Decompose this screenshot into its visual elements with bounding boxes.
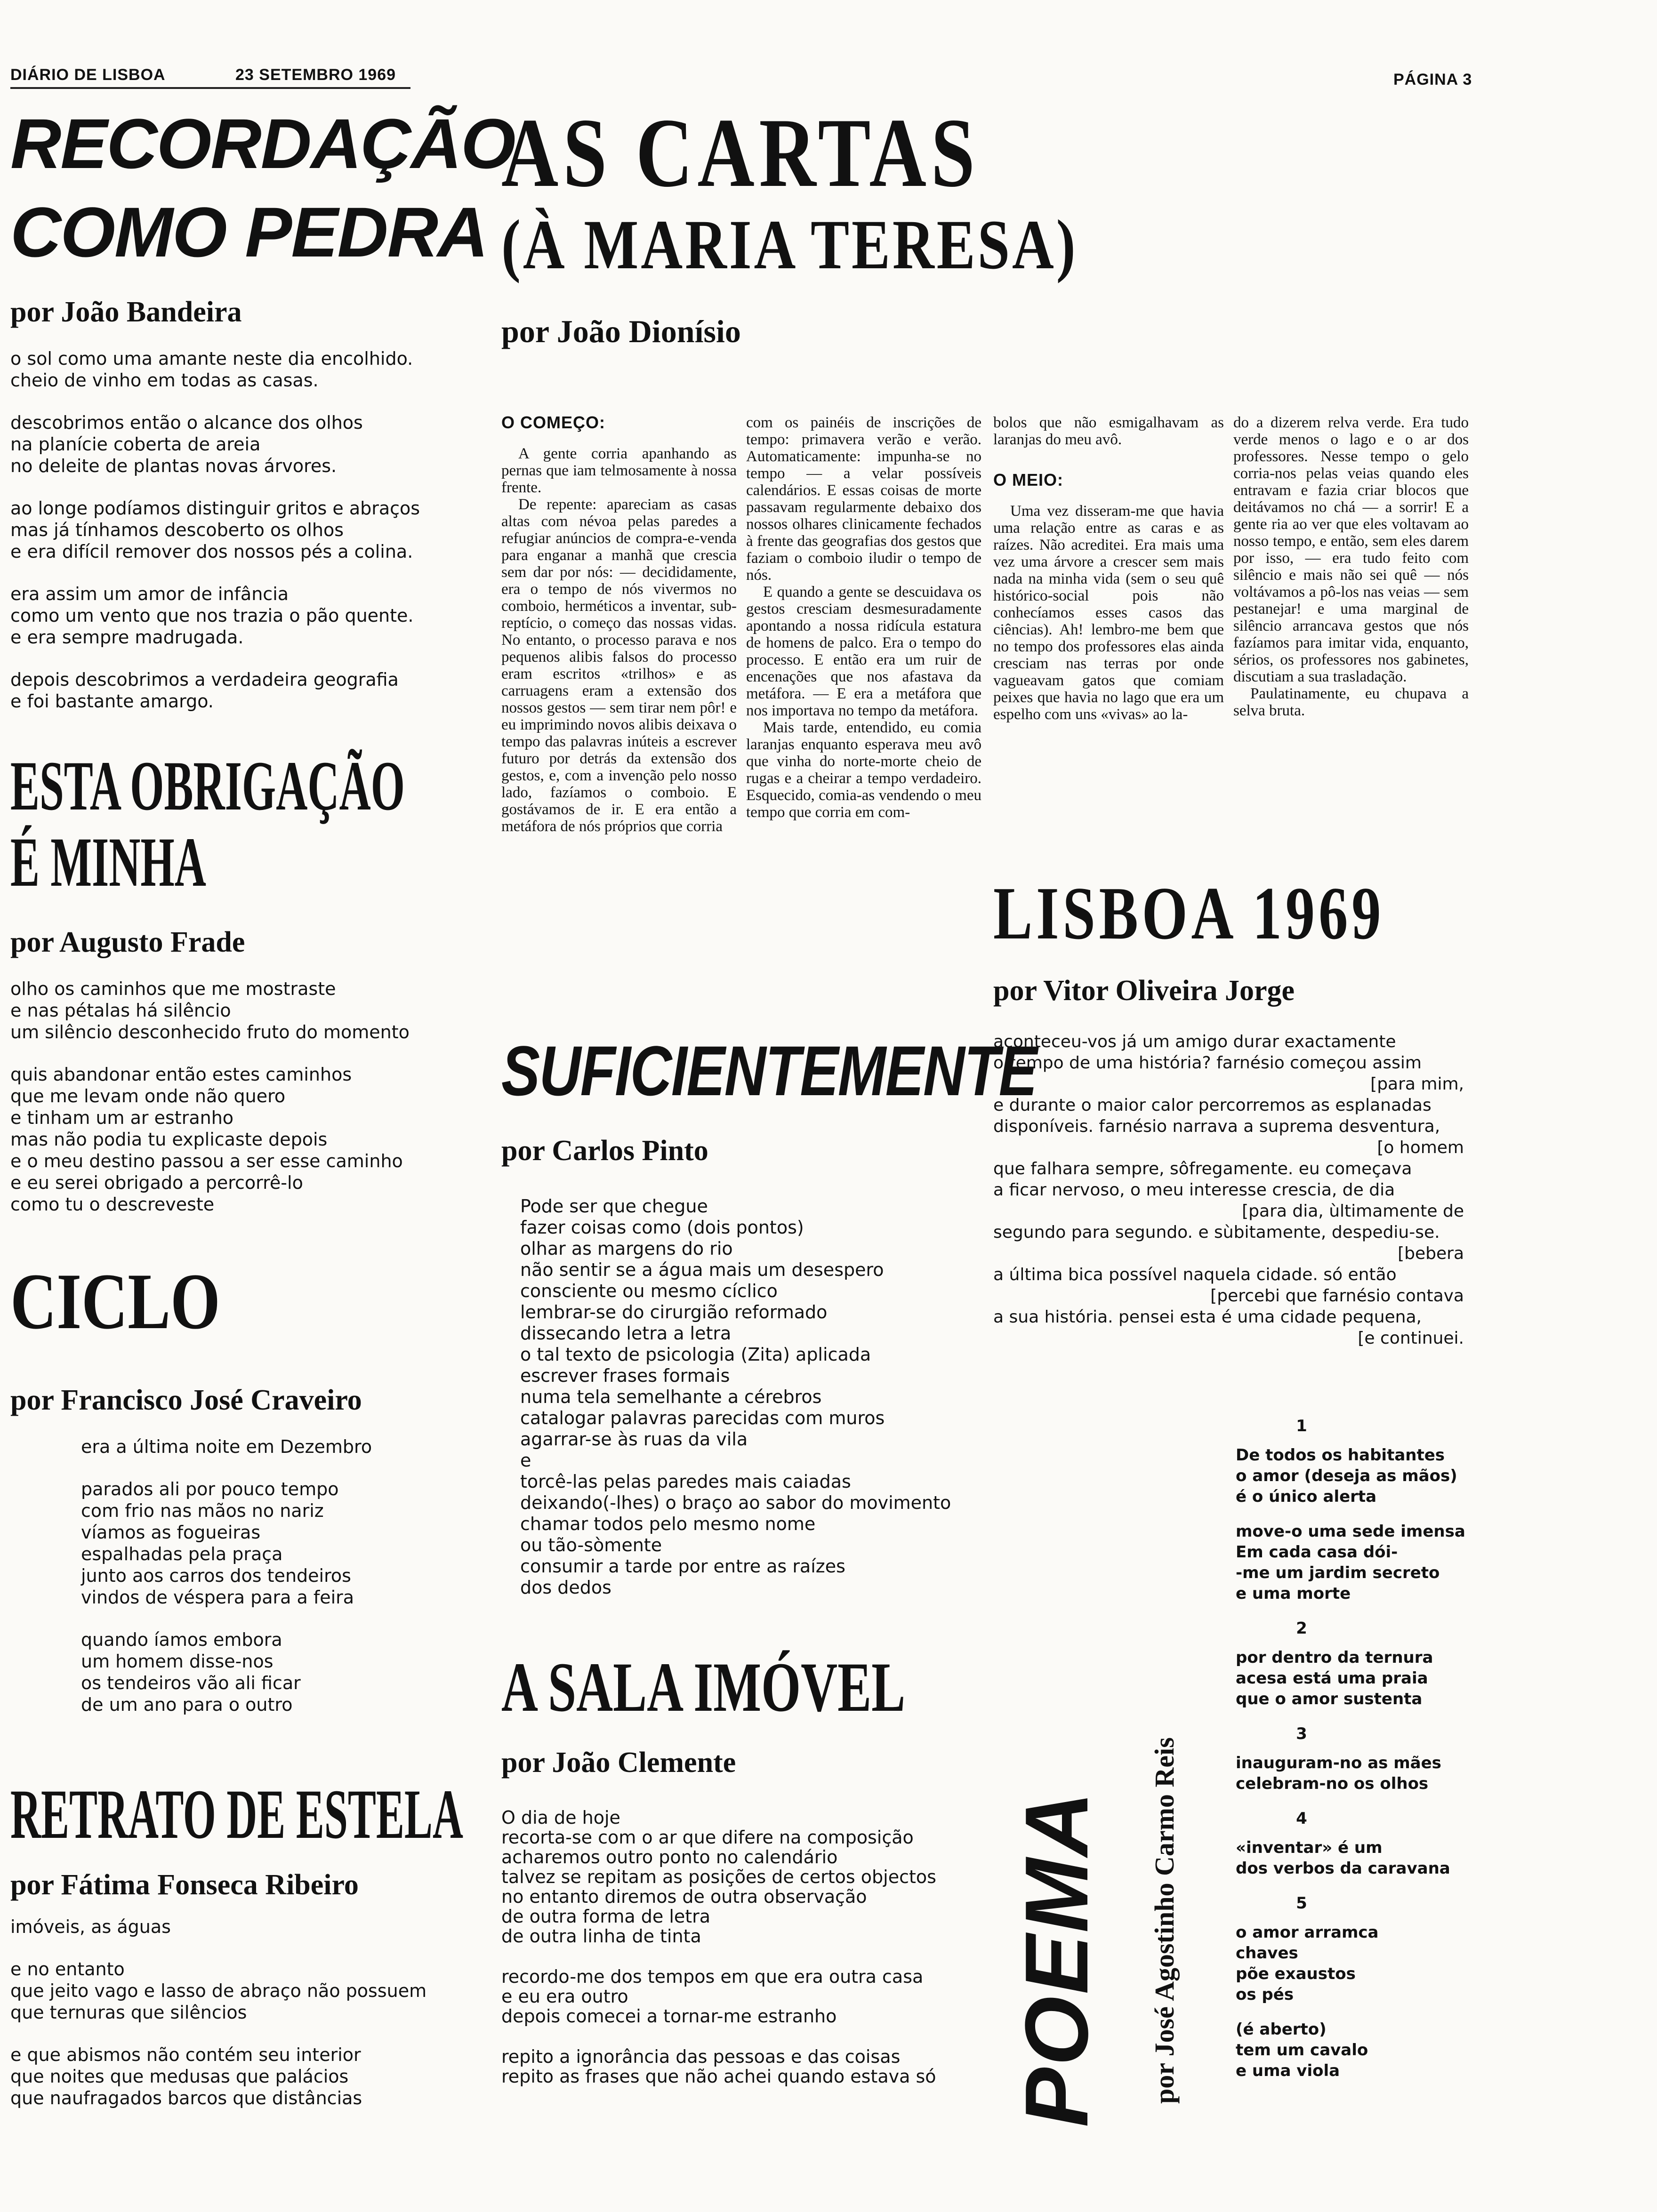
cartas-column-4	[1233, 414, 1469, 719]
estela-stanza	[10, 1916, 500, 1938]
sala-stanza	[501, 1967, 972, 2026]
poema-line: inauguram-no as mães	[1236, 1754, 1441, 1772]
ciclo-line: de um ano para o outro	[81, 1694, 293, 1715]
ciclo-line: era a última noite em Dezembro	[81, 1436, 372, 1457]
cartas-paragraph: De repente: apareciam as casas altas com névoa pelas paredes a refugiar anúncios de compra-e-venda para enganar a manhã que crescia sem dar por nós: — decididamente, era o tempo de nós vivermos no comboio, herméticos a inventar, sub-reptício, o começo das nossas vidas. No entanto, o processo parava e nos pequenos alibis falsos do processo eram escritos «trilhos» e as carruagens eram a extensão dos nossos gestos — sem tirar nem pôr! e eu imprimindo novos alibis deixava o tempo das palavras inúteis a escrever futuro por detrás da extensão dos gestos, e, com a invenção pelo nosso lado, fazíamos o comboio. E gostávamos de ir. E era então a metáfora de nós próprios que corria	[501, 496, 737, 835]
sala-line: e eu era outro	[501, 1986, 628, 2007]
ciclo-line: espalhadas pela praça	[81, 1544, 283, 1564]
sala-line: O dia de hoje	[501, 1807, 620, 1828]
sala-line: de outra forma de letra	[501, 1906, 711, 1927]
article-estela	[10, 1775, 500, 2130]
lisboa-line: a sua história. pensei esta é uma cidade pequena,	[993, 1307, 1422, 1327]
estela-stanza	[10, 2044, 500, 2109]
poema-stanza	[1236, 1837, 1499, 1879]
cartas-title-2: (À MARIA TERESA)	[501, 206, 1078, 284]
suficientemente-line: numa tela semelhante a cérebros	[520, 1387, 822, 1407]
recordacao-line: era assim um amor de infância	[10, 584, 289, 604]
lisboa-byline: por Vitor Oliveira Jorge	[993, 975, 1295, 1007]
lisboa-title: LISBOA 1969	[993, 871, 1385, 955]
estela-line: que naufragados barcos que distâncias	[10, 2088, 362, 2108]
ciclo-line: víamos as fogueiras	[81, 1522, 261, 1543]
sala-line: no entanto diremos de outra observação	[501, 1886, 867, 1907]
ciclo-line: vindos de véspera para a feira	[81, 1587, 354, 1608]
cartas-column-1	[501, 414, 737, 835]
estela-line: imóveis, as águas	[10, 1916, 171, 1937]
sala-line: recordo-me dos tempos em que era outra casa	[501, 1966, 924, 1987]
lisboa-line: o tempo de uma história? farnésio começou assim	[993, 1053, 1422, 1073]
ciclo-line: com frio nas mãos no nariz	[81, 1500, 324, 1521]
poema-line: Em cada casa dói-	[1236, 1543, 1398, 1562]
ciclo-line: junto aos carros dos tendeiros	[81, 1565, 351, 1586]
cartas-byline: por João Dionísio	[501, 313, 741, 349]
poema-line: De todos os habitantes	[1236, 1446, 1445, 1465]
sala-byline: por João Clemente	[501, 1747, 736, 1779]
ciclo-poem	[81, 1436, 500, 1715]
poema-section-number: 1	[1296, 1417, 1307, 1435]
sala-line: recorta-se com o ar que difere na composição	[501, 1827, 914, 1848]
cartas-paragraph: E quando a gente se descuidava os gestos cresciam desmesuradamente apontando a nossa ridícula estatura de homens de palco. Era o tempo do processo. E então era um ruir de encenações que nos afastava da metáfora. — E era a metáfora que nos importava no tempo da metáfora.	[746, 584, 981, 719]
recordacao-line: o sol como uma amante neste dia encolhido.	[10, 348, 413, 369]
poema-line: chaves	[1236, 1944, 1298, 1963]
suficientemente-line: olhar as margens do rio	[520, 1238, 733, 1259]
suficientemente-poem	[520, 1196, 972, 1598]
lisboa-line: [para mim,	[1370, 1074, 1464, 1094]
cartas-paragraph: Mais tarde, entendido, eu comia laranjas enquanto esperava meu avô que vinha do norte-morte cheio de rugas e a cheirar a tempo verdadeiro. Esquecido, comia-as vendendo o meu tempo que corria em com-	[746, 719, 981, 821]
poema-byline: por José Agostinho Carmo Reis	[1149, 1737, 1180, 2104]
obrigacao-stanza	[10, 1064, 500, 1215]
ciclo-stanza	[81, 1629, 500, 1715]
poema-line: dos verbos da caravana	[1236, 1859, 1450, 1878]
poema-section-number: 5	[1296, 1894, 1307, 1913]
recordacao-stanza	[10, 497, 500, 562]
lisboa-line: disponíveis. farnésio narrava a suprema desventura,	[993, 1117, 1440, 1136]
poema-line: e uma morte	[1236, 1584, 1351, 1603]
cartas-title-1: AS CARTAS	[501, 98, 980, 208]
obrigacao-title-2: É MINHA	[10, 823, 206, 901]
sala-line: talvez se repitam as posições de certos objectos	[501, 1867, 936, 1887]
cartas-column-3	[993, 414, 1224, 723]
suficientemente-line: dissecando letra a letra	[520, 1323, 732, 1344]
recordacao-stanza	[10, 348, 500, 391]
cartas-paragraph: Paulatinamente, eu chupava a selva bruta.	[1233, 685, 1469, 719]
suficientemente-line: o tal texto de psicologia (Zita) aplicada	[520, 1344, 871, 1365]
recordacao-title-2: COMO PEDRA	[10, 192, 488, 272]
suficientemente-line: e	[520, 1450, 531, 1471]
poema-line: é o único alerta	[1236, 1487, 1377, 1506]
lisboa-line: segundo para segundo. e sùbitamente, despediu-se.	[993, 1223, 1440, 1242]
obrigacao-line: e nas pétalas há silêncio	[10, 1000, 231, 1021]
sala-stanza	[501, 1808, 972, 1946]
article-suficientemente	[501, 1031, 1037, 1598]
poema-line: põe exaustos	[1236, 1964, 1356, 1983]
recordacao-line: ao longe podíamos distinguir gritos e abraços	[10, 498, 420, 519]
obrigacao-line: mas não podia tu explicaste depois	[10, 1129, 328, 1150]
suficientemente-line: dos dedos	[520, 1577, 611, 1598]
article-obrigacao	[10, 747, 500, 1236]
cartas-column-2	[746, 414, 981, 821]
estela-stanza	[10, 1958, 500, 2023]
recordacao-line: descobrimos então o alcance dos olhos	[10, 412, 363, 433]
recordacao-line: cheio de vinho em todas as casas.	[10, 370, 319, 391]
issue-date: 23 SETEMBRO 1969	[235, 66, 396, 84]
lisboa-line: [o homem	[1377, 1138, 1464, 1157]
obrigacao-line: quis abandonar então estes caminhos	[10, 1064, 352, 1085]
poema-line: e uma viola	[1236, 2061, 1340, 2080]
lisboa-line: que falhara sempre, sôfregamente. eu começava	[993, 1159, 1412, 1178]
obrigacao-line: e tinham um ar estranho	[10, 1107, 234, 1128]
recordacao-stanza	[10, 412, 500, 477]
suficientemente-line: escrever frases formais	[520, 1365, 730, 1386]
suficientemente-line: fazer coisas como (dois pontos)	[520, 1217, 804, 1238]
estela-line: que ternuras que silêncios	[10, 2002, 247, 2023]
poema-title: POEMA	[1007, 1790, 1107, 2127]
poema-title-wrap	[1007, 1751, 1107, 2127]
recordacao-stanza	[10, 669, 500, 712]
poema-byline-wrap	[1149, 1633, 1180, 2104]
poema-line: acesa está uma praia	[1236, 1669, 1428, 1688]
lisboa-text	[993, 1031, 1464, 1349]
lisboa-line: aconteceu-vos já um amigo durar exactamente	[993, 1032, 1396, 1051]
lisboa-line: [e continuei.	[1358, 1329, 1464, 1348]
sala-line: repito a ignorância das pessoas e das coisas	[501, 2046, 901, 2067]
suficientemente-line: catalogar palavras parecidas com muros	[520, 1408, 885, 1428]
suficientemente-title: SUFICIENTEMENTE	[501, 1031, 1037, 1110]
poema-line: que o amor sustenta	[1236, 1690, 1423, 1708]
page-number: PÁGINA 3	[1393, 71, 1472, 88]
obrigacao-line: e o meu destino passou a ser esse caminho	[10, 1151, 403, 1171]
suficientemente-line: Pode ser que chegue	[520, 1196, 708, 1217]
newspaper-name: DIÁRIO DE LISBOA	[10, 66, 166, 84]
cartas-sub-comeco: O COMEÇO:	[501, 413, 605, 432]
lisboa-line: e durante o maior calor percorremos as esplanadas	[993, 1096, 1432, 1115]
lisboa-line: a ficar nervoso, o meu interesse crescia, de dia	[993, 1180, 1395, 1200]
cartas-paragraph: do a dizerem relva verde. Era tudo verde menos o lago e o ar dos professores. Nesse tempo o gelo corria-nos pelas veias quando eles entravam e fazia criar blocos que deitávamos no chá — a sorrir! E a gente ria ao ver que eles voltavam ao nosso tempo, e então, sem eles darem por isso, — era tudo feito com silêncio e mais não sei quê — nós voltávamos a pô-los nas veias — sem pestanejar! e uma marginal de silêncio arrancava gestos que nós fazíamos para imitar vida, enquanto, sérios, os professores nos gabinetes, discutiam a sua trasladação.	[1233, 414, 1469, 685]
suficientemente-line: lembrar-se do cirurgião reformado	[520, 1302, 828, 1322]
recordacao-line: como um vento que nos trazia o pão quente.	[10, 605, 414, 626]
obrigacao-poem	[10, 978, 500, 1215]
sala-stanza	[501, 2047, 972, 2086]
lisboa-line: [percebi que farnésio contava	[1210, 1286, 1464, 1306]
cartas-sub-meio: O MEIO:	[993, 470, 1063, 489]
poema-text	[1236, 1403, 1499, 2095]
lisboa-line: a última bica possível naquela cidade. só então	[993, 1265, 1397, 1284]
ciclo-line: quando íamos embora	[81, 1629, 282, 1650]
cartas-paragraph: com os painéis de inscrições de tempo: primavera verão e verão. Automaticamente: impunha-se no tempo — a velar possíveis calendários. E essas coisas de morte passavam regularmente debaixo dos nossos olhares clinicamente fechados à frente das geografias dos gestos que faziam o comboio iludir o tempo de nós.	[746, 414, 981, 584]
sala-line: depois comecei a tornar-me estranho	[501, 2006, 837, 2027]
estela-byline: por Fátima Fonseca Ribeiro	[10, 1869, 359, 1901]
ciclo-line: um homem disse-nos	[81, 1651, 273, 1672]
poema-line: os pés	[1236, 1985, 1294, 2004]
obrigacao-line: que me levam onde não quero	[10, 1086, 286, 1106]
obrigacao-line: olho os caminhos que me mostraste	[10, 978, 336, 999]
recordacao-line: mas já tínhamos descoberto os olhos	[10, 520, 344, 540]
poema-line: -me um jardim secreto	[1236, 1563, 1440, 1582]
obrigacao-stanza	[10, 978, 500, 1043]
ciclo-title: CICLO	[10, 1257, 220, 1346]
obrigacao-line: um silêncio desconhecido fruto do momento	[10, 1022, 410, 1042]
article-lisboa	[993, 871, 1464, 1349]
suficientemente-byline: por Carlos Pinto	[501, 1135, 708, 1167]
estela-poem	[10, 1916, 500, 2109]
poema-section-number: 4	[1296, 1809, 1307, 1828]
poema-line: move-o uma sede imensa	[1236, 1522, 1465, 1541]
estela-line: que noites que medusas que palácios	[10, 2066, 349, 2087]
poema-line: celebram-no os olhos	[1236, 1774, 1429, 1793]
article-ciclo	[10, 1257, 500, 1736]
suficientemente-line: torcê-las pelas paredes mais caiadas	[520, 1471, 851, 1492]
article-sala	[501, 1648, 972, 2107]
recordacao-line: depois descobrimos a verdadeira geografia	[10, 669, 399, 690]
poema-section-number: 2	[1296, 1619, 1307, 1638]
recordacao-poem	[10, 348, 500, 712]
sala-line: repito as frases que não achei quando estava só	[501, 2066, 936, 2087]
ciclo-line: parados ali por pouco tempo	[81, 1479, 339, 1499]
header-rule	[10, 87, 410, 89]
poema-stanza	[1236, 1445, 1499, 1507]
suficientemente-line: não sentir se a água mais um desespero	[520, 1259, 884, 1280]
poema-line: o amor (deseja as mãos)	[1236, 1467, 1457, 1485]
poema-line: (é aberto)	[1236, 2020, 1327, 2039]
suficientemente-line: consciente ou mesmo cíclico	[520, 1281, 778, 1301]
poema-stanza	[1236, 2019, 1499, 2081]
recordacao-line: na planície coberta de areia	[10, 434, 261, 455]
recordacao-title-1: RECORDAÇÃO	[10, 104, 515, 183]
suficientemente-line: agarrar-se às ruas da vila	[520, 1429, 748, 1450]
obrigacao-byline: por Augusto Frade	[10, 926, 245, 958]
ciclo-line: os tendeiros vão ali ficar	[81, 1673, 301, 1693]
recordacao-byline: por João Bandeira	[10, 296, 242, 328]
cartas-paragraph: Uma vez disseram-me que havia uma relação entre as caras e as raízes. Não acreditei. Era mais uma vez uma árvore a crescer sem mais nada na minha vida (sem o seu quê histórico-social pois não conhecíamos esses casos das ciências). Ah! lembro-me bem que no tempo dos professores elas ainda cresciam nas terras por onde vagueavam gatos que comiam peixes que havia no lago que era um espelho com uns «vivas» ao la-	[993, 503, 1224, 723]
cartas-paragraph: bolos que não esmigalhavam as laranjas do meu avô.	[993, 414, 1224, 448]
poema-line: tem um cavalo	[1236, 2041, 1368, 2060]
obrigacao-title-1: ESTA OBRIGAÇÃO	[10, 747, 405, 825]
recordacao-line: no deleite de plantas novas árvores.	[10, 456, 337, 476]
poema-stanza	[1236, 1521, 1499, 1604]
ciclo-byline: por Francisco José Craveiro	[10, 1384, 362, 1416]
article-recordacao	[10, 104, 515, 733]
lisboa-line: [para dia, ùltimamente de	[1242, 1202, 1464, 1221]
suficientemente-line: deixando(-lhes) o braço ao sabor do movimento	[520, 1492, 951, 1513]
obrigacao-line: como tu o descreveste	[10, 1194, 215, 1215]
sala-poem	[501, 1808, 972, 2086]
obrigacao-line: e eu serei obrigado a percorrê-lo	[10, 1172, 303, 1193]
poema-line: «inventar» é um	[1236, 1838, 1383, 1857]
recordacao-line: e era sempre madrugada.	[10, 627, 244, 648]
ciclo-stanza	[81, 1478, 500, 1608]
suficientemente-line: chamar todos pelo mesmo nome	[520, 1514, 816, 1534]
recordacao-line: e foi bastante amargo.	[10, 691, 214, 712]
sala-title: A SALA IMÓVEL	[501, 1648, 906, 1726]
suficientemente-line: ou tão-sòmente	[520, 1535, 662, 1555]
sala-line: acharemos outro ponto no calendário	[501, 1847, 838, 1867]
estela-line: e que abismos não contém seu interior	[10, 2044, 361, 2065]
poema-stanza	[1236, 1922, 1499, 2005]
ciclo-stanza	[81, 1436, 500, 1458]
poema-line: o amor arramca	[1236, 1923, 1379, 1942]
poema-stanza	[1236, 1647, 1499, 1709]
recordacao-stanza	[10, 583, 500, 648]
article-cartas	[501, 98, 1631, 350]
poema-section-number: 3	[1296, 1724, 1307, 1743]
poema-stanza	[1236, 1753, 1499, 1794]
estela-line: e no entanto	[10, 1959, 125, 1980]
recordacao-line: e era difícil remover dos nossos pés a colina.	[10, 541, 413, 562]
poema-line: por dentro da ternura	[1236, 1648, 1433, 1667]
sala-line: de outra linha de tinta	[501, 1926, 701, 1947]
lisboa-line: [bebera	[1398, 1244, 1464, 1263]
estela-line: que jeito vago e lasso de abraço não possuem	[10, 1980, 427, 2001]
estela-title: RETRATO DE ESTELA	[10, 1775, 463, 1853]
cartas-paragraph: A gente corria apanhando as pernas que iam telmosamente à nossa frente.	[501, 445, 737, 496]
suficientemente-line: consumir a tarde por entre as raízes	[520, 1556, 845, 1577]
